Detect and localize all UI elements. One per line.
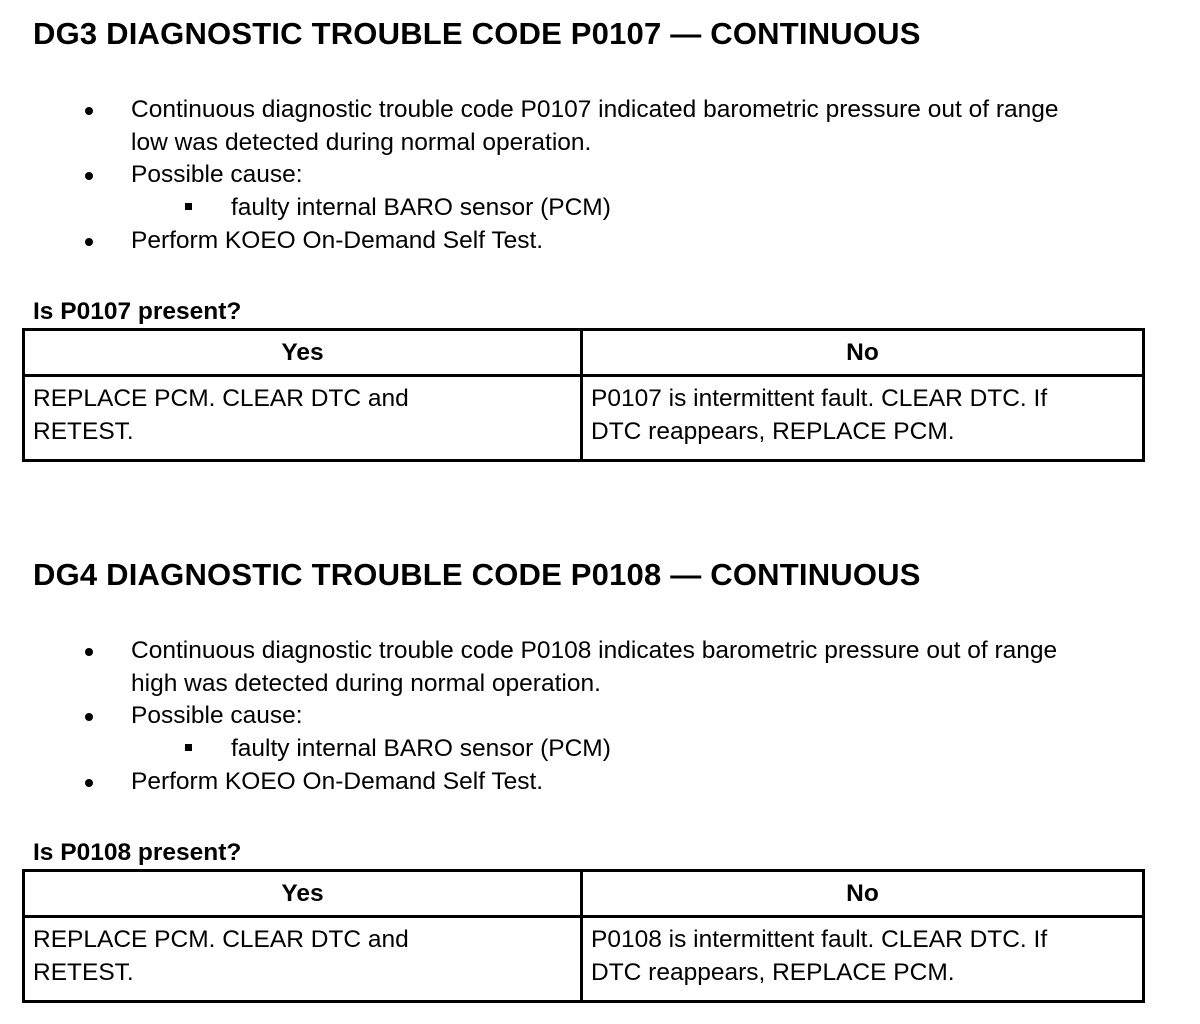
- dg4-bullet-list: [0, 635, 1200, 799]
- dg4-cause-item: [0, 733, 1200, 766]
- dg4-question: Is P0108 present?: [33, 839, 242, 866]
- dg3-description-line1: Continuous diagnostic trouble code P0107 indicated barometric pressure out of range: [131, 96, 1059, 123]
- table-row: [24, 376, 1144, 461]
- dg4-heading: DG4 DIAGNOSTIC TROUBLE CODE P0108 — CONTINUOUS: [33, 557, 921, 592]
- no-action-cell: [582, 376, 1144, 461]
- dg3-cause-item: [0, 192, 1200, 225]
- dg3-bullet-list: [0, 94, 1200, 258]
- yes-header: Yes: [24, 871, 582, 917]
- dg4-cause-text: faulty internal BARO sensor (PCM): [231, 735, 611, 763]
- dg3-action-item: [0, 225, 1200, 258]
- yes-action-line1: REPLACE PCM. CLEAR DTC and: [33, 385, 409, 412]
- bullet-square-icon: [185, 744, 192, 751]
- bullet-square-icon: [185, 203, 192, 210]
- no-action-line2: DTC reappears, REPLACE PCM.: [591, 958, 955, 986]
- dg4-result-table: [22, 869, 1145, 1003]
- yes-action-line2: RETEST.: [33, 958, 134, 986]
- dg4-possible-cause-label: Possible cause:: [131, 702, 303, 730]
- yes-action-line2: RETEST.: [33, 417, 134, 445]
- bullet-dot-icon: [85, 779, 93, 787]
- dg3-possible-cause-item: [0, 159, 1200, 192]
- no-action-line1: P0108 is intermittent fault. CLEAR DTC. If: [591, 926, 1048, 953]
- bullet-dot-icon: [85, 172, 93, 180]
- yes-action-line1: REPLACE PCM. CLEAR DTC and: [33, 926, 409, 953]
- dg4-action-item: [0, 766, 1200, 799]
- dg4-description-item: [0, 635, 1200, 700]
- dg4-description-line2: high was detected during normal operation.: [131, 669, 601, 697]
- no-header: No: [582, 330, 1144, 376]
- dg3-description-item: [0, 94, 1200, 159]
- no-action-line2: DTC reappears, REPLACE PCM.: [591, 417, 955, 445]
- dg3-cause-text: faulty internal BARO sensor (PCM): [231, 194, 611, 222]
- no-header: No: [582, 871, 1144, 917]
- bullet-dot-icon: [85, 107, 93, 115]
- dg4-possible-cause-item: [0, 700, 1200, 733]
- no-action-line1: P0107 is intermittent fault. CLEAR DTC. If: [591, 385, 1048, 412]
- dg3-possible-cause-label: Possible cause:: [131, 161, 303, 189]
- table-row: [24, 917, 1144, 1002]
- table-header-row: [24, 330, 1144, 376]
- bullet-dot-icon: [85, 648, 93, 656]
- yes-action-cell: [24, 376, 582, 461]
- dg4-action-text: Perform KOEO On-Demand Self Test.: [131, 767, 544, 795]
- dg4-description-line1: Continuous diagnostic trouble code P0108 indicates barometric pressure out of range: [131, 637, 1058, 664]
- yes-header: Yes: [24, 330, 582, 376]
- no-action-cell: [582, 917, 1144, 1002]
- dg3-question: Is P0107 present?: [33, 298, 242, 325]
- dg3-heading: DG3 DIAGNOSTIC TROUBLE CODE P0107 — CONTINUOUS: [33, 16, 921, 51]
- bullet-dot-icon: [85, 713, 93, 721]
- table-header-row: [24, 871, 1144, 917]
- bullet-dot-icon: [85, 238, 93, 246]
- dg3-action-text: Perform KOEO On-Demand Self Test.: [131, 226, 544, 254]
- yes-action-cell: [24, 917, 582, 1002]
- dg3-description-line2: low was detected during normal operation.: [131, 128, 592, 156]
- dg3-result-table: [22, 328, 1145, 462]
